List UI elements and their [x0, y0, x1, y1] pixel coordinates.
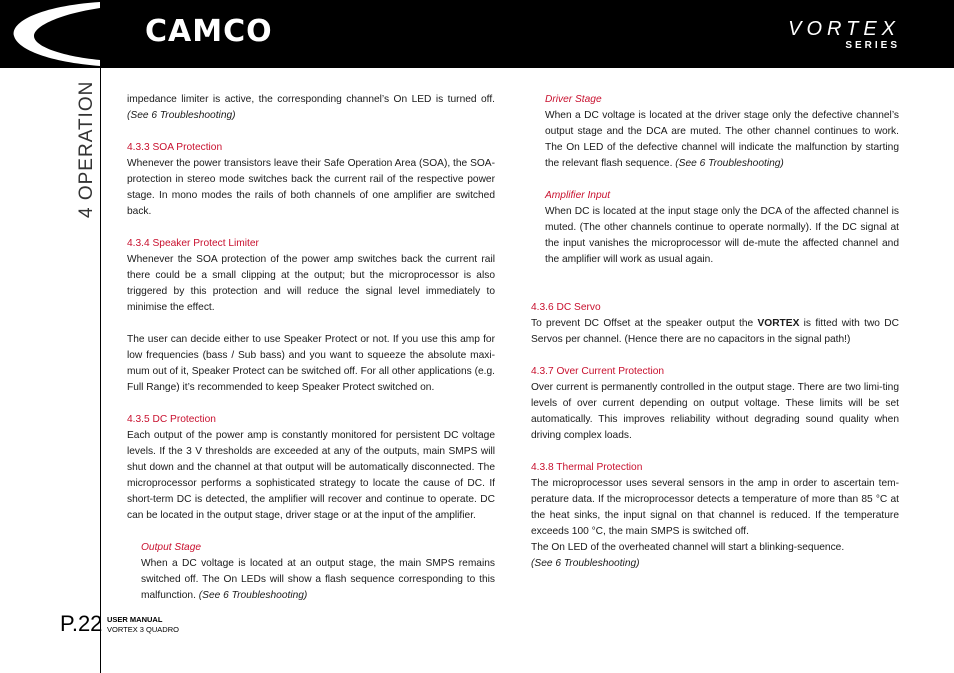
- amplifier-input-heading: Amplifier Input: [545, 190, 611, 201]
- camco-swoosh-graphic: [0, 0, 110, 68]
- intro-paragraph: impedance limiter is active, the corresponding channel’s On LED is turned off. (See 6 Troubleshooting): [127, 94, 495, 121]
- dc-servo-heading: 4.3.6 DC Servo: [531, 302, 601, 313]
- amplifier-input-paragraph: When DC is located at the input stage only the DCA of the affected channel is muted. (The other channels continue to operate normally). If the DC signal at the input vanishes the microprocessor will de-mute the affected channel and the amplifier will work as usual again.: [545, 206, 899, 265]
- left-column: [127, 92, 495, 620]
- driver-stage-block: [531, 92, 899, 268]
- thermal-protection-paragraph: The microprocessor uses several sensors in the amp in order to ascertain tem-perature data. If the microprocessor detects a temperature of more than 85 °C at the heat sinks, the input signal on that channel is reduced. If the temperature exceeds 100 °C, the main SMPS is switched off.: [531, 478, 899, 537]
- troubleshooting-ref: (See 6 Troubleshooting): [675, 158, 784, 169]
- vortex-series-brand: [788, 18, 900, 52]
- troubleshooting-ref: (See 6 Troubleshooting): [198, 590, 308, 601]
- page-number: P.22: [60, 611, 103, 636]
- soa-paragraph: Whenever the power transistors leave their Safe Operation Area (SOA), the SOA-protection in stereo mode switches back the current rail of the respective power stage. In mono modes the rails of both channels of one amplifier are switched back.: [127, 158, 495, 217]
- brand-sub: SERIES: [845, 40, 900, 51]
- output-stage-block: [127, 540, 495, 604]
- over-current-heading: 4.3.7 Over Current Protection: [531, 366, 665, 377]
- over-current-paragraph: Over current is permanently controlled in the output stage. There are two limi-ting levels of over current depending on output voltage. These limits will be set automatically. This improves reliability without degrading sound quality when driving complex loads.: [531, 382, 899, 441]
- margin-rule: [100, 68, 101, 673]
- manual-product: VORTEX 3 QUADRO: [107, 625, 179, 634]
- speaker-protect-paragraph-2: The user can decide either to use Speaker Protect or not. If you use this amp for low frequencies (bass / Sub bass) and you want to squeeze the absolute maxi-mum out of it, Speaker Protect can be switched off. For all other applications (e.g. Full Range) it’s recommended to keep Speaker Protect switched on.: [127, 334, 495, 393]
- brand-name: VORTEX: [788, 18, 900, 40]
- output-stage-heading: Output Stage: [141, 542, 202, 553]
- output-stage-paragraph: When a DC voltage is located at an output stage, the main SMPS remains switched off. The On LEDs will show a flash sequence corresponding to this malfunction. (See 6 Troubleshooting): [141, 558, 495, 601]
- driver-stage-heading: Driver Stage: [545, 94, 602, 105]
- troubleshooting-ref: (See 6 Troubleshooting): [127, 110, 236, 121]
- camco-logo: CAMCO: [145, 14, 273, 49]
- dc-protection-paragraph: Each output of the power amp is constantly monitored for persistent DC voltage levels. If the 3 V thresholds are exceeded at any of the outputs, main SMPS will shut down and the channel at that output will be automatically disconnected. The microprocessor performs a sophisticated strategy to locate the cause of DC. If short-term DC is detected, the amplifier will recover and continue to operate. DC can be located in the output stage, driver stage or at the input of the amplifier.: [127, 430, 495, 521]
- speaker-protect-heading: 4.3.4 Speaker Protect Limiter: [127, 238, 259, 249]
- right-column: [531, 92, 899, 572]
- thermal-protection-heading: 4.3.8 Thermal Protection: [531, 462, 643, 473]
- section-title-text: 4 OPERATION: [76, 80, 97, 218]
- vortex-bold: VORTEX: [757, 318, 800, 329]
- thermal-protection-paragraph-2: The On LED of the overheated channel will start a blinking-sequence. (See 6 Troubleshooting): [531, 542, 845, 569]
- dc-servo-paragraph: To prevent DC Offset at the speaker output the VORTEX is fitted with two DC Servos per channel. (Hence there are no capacitors in the signal path!): [531, 318, 899, 345]
- speaker-protect-paragraph: Whenever the SOA protection of the power amp switches back the current rail there could be a small clipping at the output; but the microprocessor is also triggered by this protection and will reduce the signal level immediately to minimise the effect.: [127, 254, 495, 313]
- driver-stage-paragraph: When a DC voltage is located at the driver stage only the defective channel’s output stage and the DCA are muted. The other channel continues to work. The On LED of the defective channel will indicate the malfunction by starting the relevant flash sequence. (See 6 Troubleshooting): [545, 110, 899, 169]
- troubleshooting-ref: (See 6 Troubleshooting): [531, 558, 640, 569]
- page-header: [0, 0, 954, 68]
- dc-protection-heading: 4.3.5 DC Protection: [127, 414, 216, 425]
- soa-heading: 4.3.3 SOA Protection: [127, 142, 223, 153]
- manual-label: USER MANUAL: [107, 615, 163, 624]
